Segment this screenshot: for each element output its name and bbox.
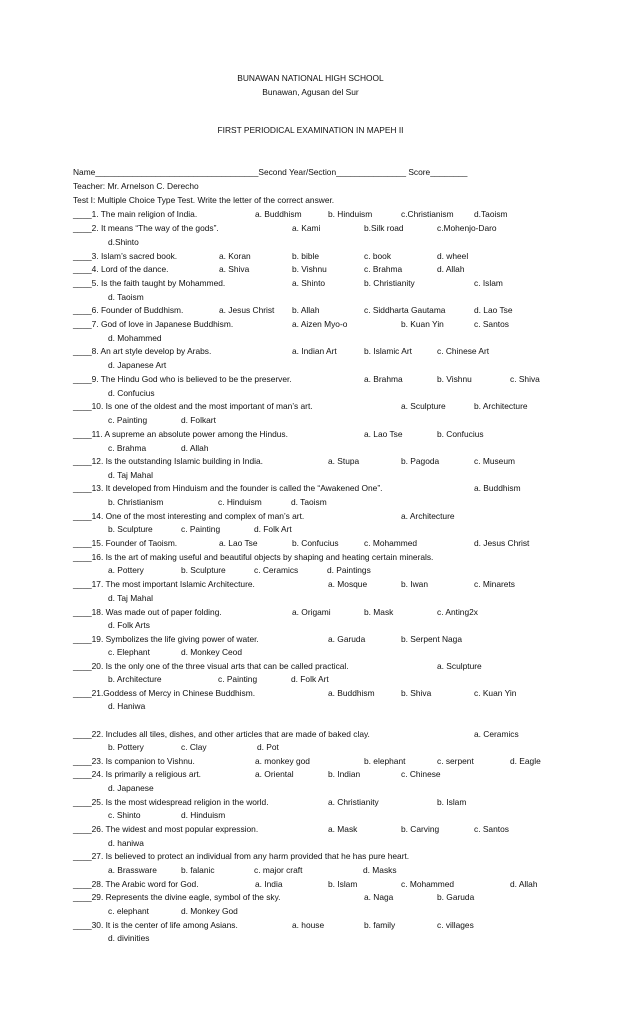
choice-a: a. Aizen Myo-o xyxy=(292,319,348,329)
choice-c: c. Anting2x xyxy=(437,607,478,617)
question-7-wrap xyxy=(108,332,551,345)
choice-b: b. falanic xyxy=(181,865,215,875)
choice-c: c. Shiva xyxy=(510,374,540,384)
question-5 xyxy=(73,277,551,290)
question-18 xyxy=(73,606,551,619)
choice-c: c. villages xyxy=(437,920,474,930)
question-4 xyxy=(73,263,551,276)
question-14-wrap xyxy=(108,523,551,536)
choice-b: b. elephant xyxy=(364,756,406,766)
choice-c: c. Chinese xyxy=(401,769,441,779)
teacher-line: Teacher: Mr. Arnelson C. Derecho xyxy=(73,181,199,191)
question-25 xyxy=(73,796,551,809)
choice-a: a. Buddhism xyxy=(255,209,302,219)
choice-a: a. Origami xyxy=(292,607,331,617)
choice-d: d. Mohammed xyxy=(108,333,162,343)
choice-c: c. Elephant xyxy=(108,647,150,657)
choice-d: d. Allah xyxy=(437,264,465,274)
choice-a: a. Lao Tse xyxy=(219,538,258,548)
question-11-wrap xyxy=(108,442,551,455)
choice-b: b. Confucius xyxy=(437,429,484,439)
question-stem: ____5. Is the faith taught by Mohammed. xyxy=(73,278,226,288)
choice-c: c. Minarets xyxy=(474,579,515,589)
choice-d: d. Haniwa xyxy=(108,701,146,711)
choice-d: d. Monkey God xyxy=(181,906,238,916)
choice-c: c. Islam xyxy=(474,278,503,288)
school-location: Bunawan, Agusan del Sur xyxy=(262,87,359,97)
choice-d: d.Shinto xyxy=(108,237,139,247)
choice-b: b. bible xyxy=(292,251,320,261)
choice-c: c. Painting xyxy=(218,674,258,684)
question-6 xyxy=(73,304,551,317)
question-15 xyxy=(73,537,551,550)
choice-d: d. wheel xyxy=(437,251,469,261)
choice-b: b. Mask xyxy=(364,607,394,617)
question-21-wrap xyxy=(108,700,551,713)
choice-d: d. Taj Mahal xyxy=(108,593,154,603)
question-22-wrap xyxy=(108,741,551,754)
choice-a: a. house xyxy=(292,920,325,930)
choice-d: d. Lao Tse xyxy=(474,305,513,315)
choice-a: a. Naga xyxy=(364,892,394,902)
choice-b: b. family xyxy=(364,920,396,930)
choice-a: a. Brahma xyxy=(364,374,403,384)
question-22 xyxy=(73,728,551,741)
choice-d: d. Hinduism xyxy=(181,810,226,820)
choice-c: c. Brahma xyxy=(364,264,403,274)
choice-b: b. Carving xyxy=(401,824,440,834)
choice-b: b. Christianism xyxy=(108,497,164,507)
question-stem: ____19. Symbolizes the life giving power of water. xyxy=(73,634,259,644)
choice-a: a. Shinto xyxy=(292,278,326,288)
choice-b: b. Iwan xyxy=(401,579,429,589)
question-stem: ____6. Founder of Buddhism. xyxy=(73,305,184,315)
question-stem: ____22. Includes all tiles, dishes, and other articles that are made of baked clay. xyxy=(73,729,370,739)
choice-a: a. Brassware xyxy=(108,865,157,875)
question-stem: ____20. Is the only one of the three visual arts that can be called practical. xyxy=(73,661,349,671)
question-stem: ____29. Represents the divine eagle, symbol of the sky. xyxy=(73,892,281,902)
question-17-wrap xyxy=(108,592,551,605)
choice-b: b. Indian xyxy=(328,769,361,779)
question-2 xyxy=(73,222,551,235)
choice-b: b. Islamic Art xyxy=(364,346,412,356)
question-19 xyxy=(73,633,551,646)
choice-c: c. book xyxy=(364,251,392,261)
question-stem: ____15. Founder of Taoism. xyxy=(73,538,178,548)
choice-b: b. Christianity xyxy=(364,278,415,288)
question-19-wrap xyxy=(108,646,551,659)
question-28 xyxy=(73,878,551,891)
choice-b: b. Pottery xyxy=(108,742,144,752)
choice-a: a. Sculpture xyxy=(437,661,482,671)
choice-d: d. Allah xyxy=(181,443,209,453)
choice-c: c.Christianism xyxy=(401,209,454,219)
question-24-wrap xyxy=(108,782,551,795)
choice-c: c. Mohammed xyxy=(364,538,418,548)
question-13 xyxy=(73,482,551,495)
question-30-wrap xyxy=(108,932,551,945)
question-9 xyxy=(73,373,551,386)
choice-b: b. Kuan Yin xyxy=(401,319,444,329)
choice-b: b. Sculpture xyxy=(181,565,226,575)
choice-a: a. Koran xyxy=(219,251,251,261)
choice-b: b. Allah xyxy=(292,305,320,315)
question-stem: ____4. Lord of the dance. xyxy=(73,264,169,274)
choice-a: a. Pottery xyxy=(108,565,144,575)
question-13-wrap xyxy=(108,496,551,509)
question-stem: ____11. A supreme an absolute power among the Hindus. xyxy=(73,429,288,439)
choice-d: d. haniwa xyxy=(108,838,144,848)
choice-d: d. Folkart xyxy=(181,415,216,425)
choice-c: c. Brahma xyxy=(108,443,147,453)
question-stem: ____30. It is the center of life among Asians. xyxy=(73,920,238,930)
question-stem: ____17. The most important Islamic Architecture. xyxy=(73,579,255,589)
choice-a: a. Garuda xyxy=(328,634,366,644)
question-30 xyxy=(73,919,551,932)
choice-c: c. Painting xyxy=(181,524,221,534)
question-7 xyxy=(73,318,551,331)
question-stem: ____26. The widest and most popular expression. xyxy=(73,824,259,834)
question-10-wrap xyxy=(108,414,551,427)
choice-c: c.Mohenjo-Daro xyxy=(437,223,497,233)
choice-d: d. Paintings xyxy=(327,565,371,575)
question-27 xyxy=(73,850,551,863)
question-stem: ____24. Is primarily a religious art. xyxy=(73,769,202,779)
choice-d: d. Folk Art xyxy=(291,674,329,684)
choice-b: b. Pagoda xyxy=(401,456,440,466)
choice-c: c. Ceramics xyxy=(254,565,299,575)
question-1 xyxy=(73,208,551,221)
choice-c: c. Clay xyxy=(181,742,207,752)
question-3 xyxy=(73,250,551,263)
choice-d: d. Taj Mahal xyxy=(108,470,154,480)
question-16 xyxy=(73,551,551,564)
choice-d: d.Taoism xyxy=(474,209,508,219)
question-21 xyxy=(73,687,551,700)
choice-c: c. serpent xyxy=(437,756,474,766)
choice-a: a. Kami xyxy=(292,223,321,233)
question-12 xyxy=(73,455,551,468)
choice-a: a. Jesus Christ xyxy=(219,305,275,315)
question-29-wrap xyxy=(108,905,551,918)
question-25-wrap xyxy=(108,809,551,822)
choice-c: c. Mohammed xyxy=(401,879,455,889)
choice-b: b. Architecture xyxy=(474,401,528,411)
choice-b: b. Vishnu xyxy=(437,374,472,384)
question-23 xyxy=(73,755,551,768)
question-stem: ____3. Islam’s sacred book. xyxy=(73,251,178,261)
choice-a: a. Buddhism xyxy=(474,483,521,493)
choice-a: a. Oriental xyxy=(255,769,294,779)
choice-d: d. Confucius xyxy=(108,388,155,398)
question-27-wrap xyxy=(108,864,551,877)
choice-a: a. monkey god xyxy=(255,756,310,766)
question-10 xyxy=(73,400,551,413)
choice-d: d. Pot xyxy=(257,742,279,752)
choice-b: b. Islam xyxy=(437,797,467,807)
choice-c: c. Santos xyxy=(474,824,509,834)
question-2-wrap xyxy=(108,236,551,249)
choice-a: a. Lao Tse xyxy=(364,429,403,439)
choice-b: b. Vishnu xyxy=(292,264,327,274)
choice-a: a. Stupa xyxy=(328,456,360,466)
choice-d: d. Japanese xyxy=(108,783,154,793)
choice-a: a. Shiva xyxy=(219,264,250,274)
question-11 xyxy=(73,428,551,441)
question-8-wrap xyxy=(108,359,551,372)
choice-b: b. Architecture xyxy=(108,674,162,684)
question-stem: ____25. Is the most widespread religion in the world. xyxy=(73,797,269,807)
choice-b: b. Islam xyxy=(328,879,358,889)
choice-d: d. Taoism xyxy=(108,292,144,302)
choice-a: a. Sculpture xyxy=(401,401,446,411)
choice-d: d. Monkey Ceod xyxy=(181,647,242,657)
question-stem: ____21.Goddess of Mercy in Chinese Buddhism. xyxy=(73,688,256,698)
question-26 xyxy=(73,823,551,836)
question-18-wrap xyxy=(108,619,551,632)
choice-d: d. Jesus Christ xyxy=(474,538,530,548)
choice-c: c. elephant xyxy=(108,906,149,916)
exam-title: FIRST PERIODICAL EXAMINATION IN MAPEH II xyxy=(217,125,404,135)
question-26-wrap xyxy=(108,837,551,850)
question-stem: ____12. Is the outstanding Islamic building in India. xyxy=(73,456,263,466)
question-stem: ____16. Is the art of making useful and beautiful objects by shaping and heating certain minerals. xyxy=(73,552,434,562)
question-stem: ____18. Was made out of paper folding. xyxy=(73,607,222,617)
question-stem: ____8. An art style develop by Arabs. xyxy=(73,346,212,356)
question-stem: ____14. One of the most interesting and complex of man’s art. xyxy=(73,511,305,521)
choice-b: b. Hinduism xyxy=(328,209,373,219)
question-stem: ____23. Is companion to Vishnu. xyxy=(73,756,195,766)
choice-c: c. Kuan Yin xyxy=(474,688,517,698)
choice-b: b.Silk road xyxy=(364,223,404,233)
choice-c: c. Santos xyxy=(474,319,509,329)
question-12-wrap xyxy=(108,469,551,482)
question-20 xyxy=(73,660,551,673)
choice-a: a. Mosque xyxy=(328,579,368,589)
choice-a: a. Ceramics xyxy=(474,729,519,739)
choice-c: c. Siddharta Gautama xyxy=(364,305,446,315)
question-stem: ____1. The main religion of India. xyxy=(73,209,198,219)
question-9-wrap xyxy=(108,387,551,400)
choice-a: a. Mask xyxy=(328,824,358,834)
question-14 xyxy=(73,510,551,523)
question-17 xyxy=(73,578,551,591)
choice-c: c. Museum xyxy=(474,456,515,466)
choice-a: a. India xyxy=(255,879,283,889)
question-stem: ____28. The Arabic word for God. xyxy=(73,879,199,889)
choice-d: d. Allah xyxy=(510,879,538,889)
choice-b: b. Shiva xyxy=(401,688,432,698)
question-20-wrap xyxy=(108,673,551,686)
choice-d: d. Folk Art xyxy=(254,524,292,534)
question-5-wrap xyxy=(108,291,551,304)
question-24 xyxy=(73,768,551,781)
question-stem: ____27. Is believed to protect an individual from any harm provided that he has pure heart. xyxy=(73,851,410,861)
question-stem: ____7. God of love in Japanese Buddhism. xyxy=(73,319,234,329)
choice-c: c. major craft xyxy=(254,865,303,875)
choice-c: c. Hinduism xyxy=(218,497,262,507)
choice-d: d. Taoism xyxy=(291,497,327,507)
choice-b: b. Confucius xyxy=(292,538,339,548)
choice-b: b. Sculpture xyxy=(108,524,153,534)
question-stem: ____10. Is one of the oldest and the most important of man’s art. xyxy=(73,401,313,411)
test-instructions: Test I: Multiple Choice Type Test. Write the letter of the correct answer. xyxy=(73,195,335,205)
choice-d: d. Japanese Art xyxy=(108,360,167,370)
choice-d: d. Masks xyxy=(363,865,397,875)
choice-b: b. Garuda xyxy=(437,892,475,902)
choice-d: d. Folk Arts xyxy=(108,620,150,630)
choice-d: d. Eagle xyxy=(510,756,541,766)
choice-a: a. Indian Art xyxy=(292,346,337,356)
question-29 xyxy=(73,891,551,904)
choice-d: d. divinities xyxy=(108,933,150,943)
question-stem: ____13. It developed from Hinduism and the founder is called the “Awakened One”. xyxy=(73,483,383,493)
question-stem: ____9. The Hindu God who is believed to be the preserver. xyxy=(73,374,292,384)
question-stem: ____2. It means “The way of the gods”. xyxy=(73,223,219,233)
choice-a: a. Buddhism xyxy=(328,688,375,698)
choice-c: c. Painting xyxy=(108,415,148,425)
question-8 xyxy=(73,345,551,358)
choice-b: b. Serpent Naga xyxy=(401,634,462,644)
name-section-score-field: Name___________________________________Second Year/Section_______________ Score________ xyxy=(73,167,468,177)
choice-c: c. Shinto xyxy=(108,810,141,820)
question-16-wrap xyxy=(108,564,551,577)
choice-c: c. Chinese Art xyxy=(437,346,490,356)
choice-a: a. Architecture xyxy=(401,511,455,521)
choice-a: a. Christianity xyxy=(328,797,379,807)
school-name: BUNAWAN NATIONAL HIGH SCHOOL xyxy=(237,73,384,83)
